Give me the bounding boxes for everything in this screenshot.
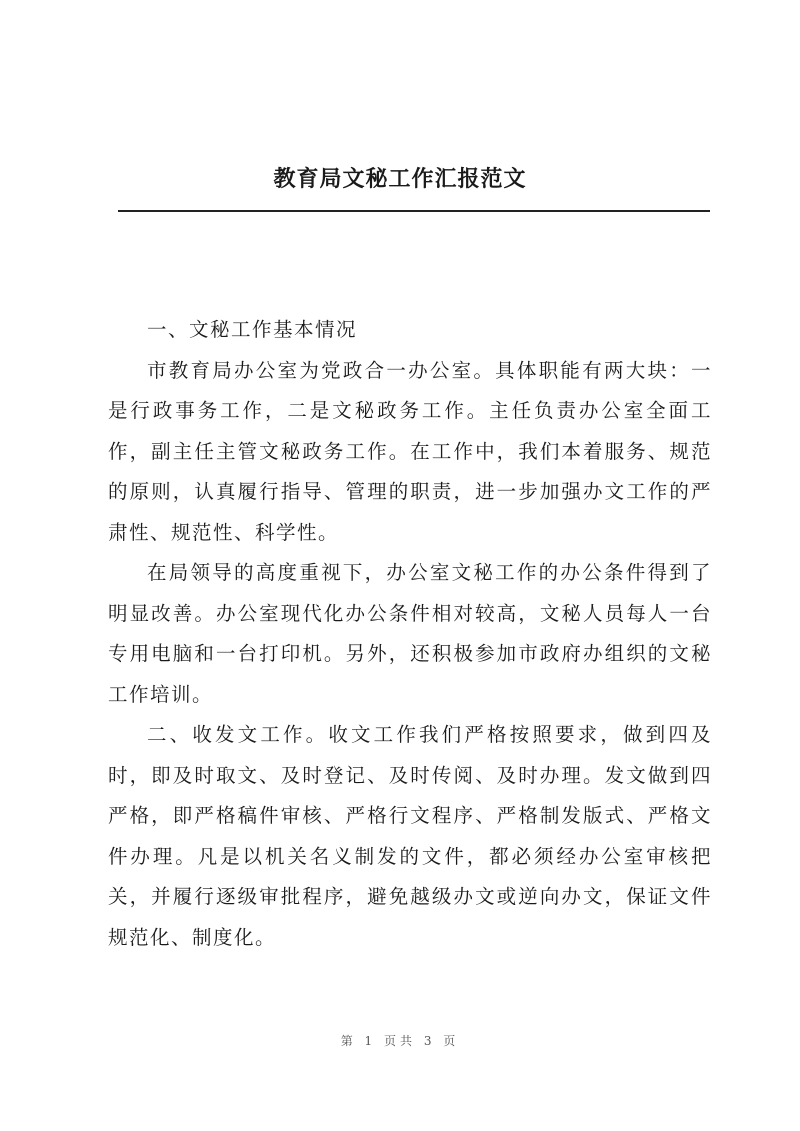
page-number-footer: 第 1 页共 3 页	[340, 1034, 460, 1048]
document-body	[108, 310, 712, 958]
body-paragraph: 市教育局办公室为党政合一办公室。具体职能有两大块：一是行政事务工作，二是文秘政务工作。主任负责办公室全面工作，副主任主管文秘政务工作。在工作中，我们本着服务、规范的原则，认真履行指导、管理的职责，进一步加强办文工作的严肃性、规范性、科学性。	[108, 358, 712, 544]
title-divider	[118, 210, 710, 212]
body-paragraph: 二、收发文工作。收文工作我们严格按照要求，做到四及时，即及时取文、及时登记、及时传阅、及时办理。发文做到四严格，即严格稿件审核、严格行文程序、严格制发版式、严格文件办理。凡是以机关名义制发的文件，都必须经办公室审核把关，并履行逐级审批程序，避免越级办文或逆向办文，保证文件规范化、制度化。	[108, 723, 712, 949]
section-heading: 一、文秘工作基本情况	[147, 318, 358, 341]
body-paragraph: 在局领导的高度重视下，办公室文秘工作的办公条件得到了明显改善。办公室现代化办公条件相对较高，文秘人员每人一台专用电脑和一台打印机。另外，还积极参加市政府办组织的文秘工作培训。	[108, 561, 712, 706]
page-title: 教育局文秘工作汇报范文	[273, 166, 527, 192]
